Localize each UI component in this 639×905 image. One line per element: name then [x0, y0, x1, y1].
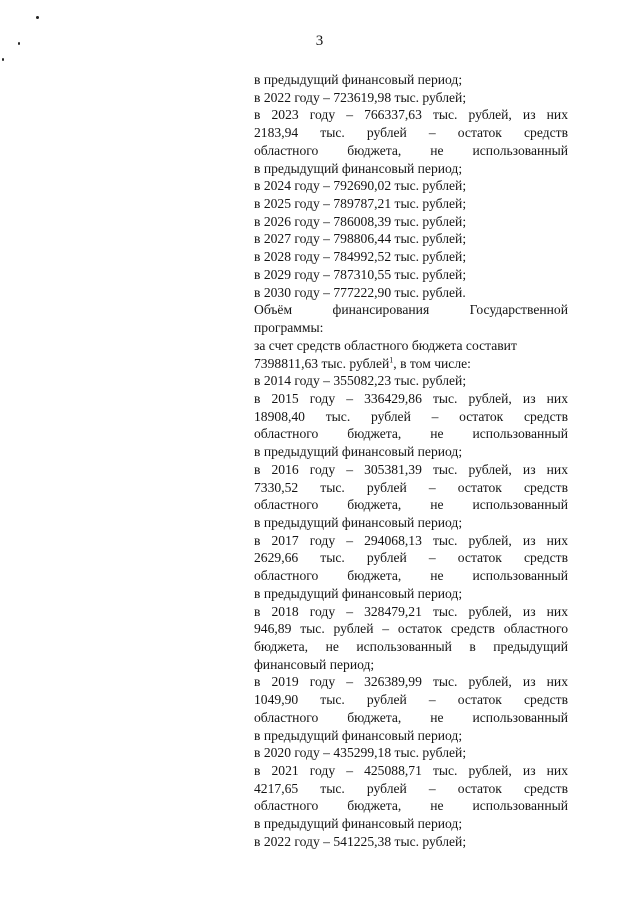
text-line	[254, 177, 568, 195]
text-line-content: областного бюджета, не использованный	[254, 142, 568, 158]
text-line	[254, 266, 568, 284]
text-line	[254, 284, 568, 302]
text-line-content: 18908,40 тыс. рублей – остаток средств	[254, 408, 568, 424]
text-line-content: Объём финансирования Государственной	[254, 302, 568, 318]
text-line	[254, 71, 568, 89]
text-line-content: в 2022 году – 541225,38 тыс. рублей;	[254, 833, 467, 849]
text-line-content: 2629,66 тыс. рублей – остаток средств	[254, 550, 568, 566]
text-line-content: в предыдущий финансовый период;	[254, 816, 463, 832]
text-line	[254, 319, 568, 337]
scan-speck	[36, 16, 39, 19]
text-line-content: в 2027 году – 798806,44 тыс. рублей;	[254, 231, 467, 247]
text-line	[254, 603, 568, 621]
text-line	[254, 372, 568, 390]
text-line-content: в 2020 году – 435299,18 тыс. рублей;	[254, 745, 467, 761]
text-line-content: в предыдущий финансовый период;	[254, 444, 463, 460]
text-line-content: в предыдущий финансовый период;	[254, 514, 463, 530]
text-line-content: областного бюджета, не использованный	[254, 426, 568, 442]
footnote-marker: 1	[389, 354, 394, 364]
text-line-content: в 2014 году – 355082,23 тыс. рублей;	[254, 373, 467, 389]
text-line	[254, 248, 568, 266]
text-line	[254, 815, 568, 833]
text-line	[254, 443, 568, 461]
text-line	[254, 620, 568, 638]
text-line-content: в 2024 году – 792690,02 тыс. рублей;	[254, 178, 467, 194]
text-line	[254, 709, 568, 727]
text-line	[254, 673, 568, 691]
text-line-content: финансовый период;	[254, 656, 375, 672]
text-line-content: в 2018 году – 328479,21 тыс. рублей, из них	[254, 603, 568, 619]
text-line-continuation: , в том числе:	[393, 355, 471, 371]
text-line	[254, 408, 568, 426]
text-line-content: в 2029 году – 787310,55 тыс. рублей;	[254, 266, 467, 282]
text-line	[254, 514, 568, 532]
text-line	[254, 337, 568, 355]
text-line	[254, 762, 568, 780]
text-line-content: 1049,90 тыс. рублей – остаток средств	[254, 692, 568, 708]
text-line	[254, 425, 568, 443]
text-line-content: в 2022 году – 723619,98 тыс. рублей;	[254, 89, 467, 105]
text-line	[254, 656, 568, 674]
text-line	[254, 549, 568, 567]
text-line	[254, 89, 568, 107]
text-line	[254, 461, 568, 479]
text-line-content: в предыдущий финансовый период;	[254, 160, 463, 176]
text-line-content: в 2017 году – 294068,13 тыс. рублей, из них	[254, 532, 568, 548]
text-line	[254, 638, 568, 656]
text-line-content: в предыдущий финансовый период;	[254, 727, 463, 743]
text-line-content: в 2028 году – 784992,52 тыс. рублей;	[254, 249, 467, 265]
scan-speck	[2, 58, 4, 61]
text-line-content: в 2016 году – 305381,39 тыс. рублей, из них	[254, 461, 568, 477]
text-line-content: в 2023 году – 766337,63 тыс. рублей, из них	[254, 107, 568, 123]
text-line-content: областного бюджета, не использованный	[254, 798, 568, 814]
text-line	[254, 390, 568, 408]
text-line-content: областного бюджета, не использованный	[254, 709, 568, 725]
text-line	[254, 195, 568, 213]
text-line	[254, 355, 568, 373]
text-line-content: в 2015 году – 336429,86 тыс. рублей, из них	[254, 390, 568, 406]
text-line	[254, 833, 568, 851]
text-line-content: 946,89 тыс. рублей – остаток средств областного	[254, 621, 568, 637]
text-line-content: областного бюджета, не использованный	[254, 568, 568, 584]
text-line	[254, 727, 568, 745]
text-line	[254, 744, 568, 762]
text-line	[254, 532, 568, 550]
text-line	[254, 230, 568, 248]
text-line	[254, 160, 568, 178]
text-line-content: 4217,65 тыс. рублей – остаток средств	[254, 780, 568, 796]
text-line-content: в 2019 году – 326389,99 тыс. рублей, из них	[254, 674, 568, 690]
text-line-content: в 2025 году – 789787,21 тыс. рублей;	[254, 196, 467, 212]
text-line-content: в 2021 году – 425088,71 тыс. рублей, из них	[254, 763, 568, 779]
text-line	[254, 780, 568, 798]
page-number: 3	[315, 33, 324, 49]
text-line-content: в предыдущий финансовый период;	[254, 72, 463, 87]
text-line	[254, 124, 568, 142]
text-line	[254, 567, 568, 585]
text-line	[254, 797, 568, 815]
text-line	[254, 301, 568, 319]
text-line-content: в предыдущий финансовый период;	[254, 585, 463, 601]
body-text	[254, 71, 568, 851]
text-line	[254, 691, 568, 709]
text-line	[254, 213, 568, 231]
text-line-content: в 2030 году – 777222,90 тыс. рублей.	[254, 284, 466, 300]
text-line-content: 7330,52 тыс. рублей – остаток средств	[254, 479, 568, 495]
scan-speck	[18, 42, 20, 45]
text-line	[254, 106, 568, 124]
text-line-content: бюджета, не использованный в предыдущий	[254, 639, 568, 654]
text-line	[254, 496, 568, 514]
text-line-content: областного бюджета, не использованный	[254, 497, 568, 513]
text-line-content: 7398811,63 тыс. рублей	[254, 355, 390, 371]
text-line-content: за счет средств областного бюджета составит	[254, 337, 517, 353]
text-line-content: 2183,94 тыс. рублей – остаток средств	[254, 125, 568, 141]
text-line	[254, 479, 568, 497]
text-line-content: в 2026 году – 786008,39 тыс. рублей;	[254, 213, 467, 229]
text-line	[254, 585, 568, 603]
text-line-content: программы:	[254, 320, 324, 336]
text-line	[254, 142, 568, 160]
